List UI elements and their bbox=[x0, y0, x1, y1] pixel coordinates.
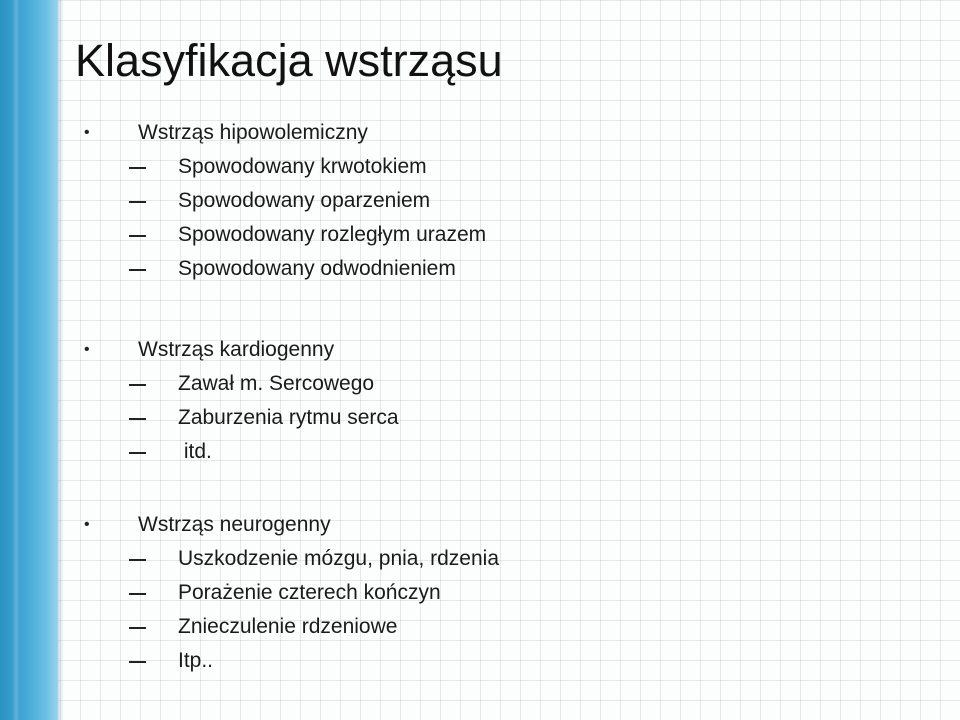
list-item bbox=[0, 610, 900, 644]
list-item bbox=[0, 576, 900, 610]
list-item bbox=[0, 401, 900, 435]
bullet-icon: • bbox=[84, 124, 90, 141]
list-item bbox=[0, 367, 900, 401]
dash-icon bbox=[129, 201, 146, 203]
dash-icon bbox=[129, 627, 146, 629]
list-item-text: Spowodowany krwotokiem bbox=[178, 155, 427, 178]
dash-icon bbox=[129, 559, 146, 561]
list-item bbox=[0, 644, 900, 678]
section-heading-row bbox=[0, 333, 900, 367]
dash-icon bbox=[129, 235, 146, 237]
list-item bbox=[0, 252, 900, 286]
list-item bbox=[0, 542, 900, 576]
list-item-text: Itp.. bbox=[178, 649, 214, 672]
section-neurogenic bbox=[0, 508, 900, 678]
list-item bbox=[0, 435, 900, 469]
list-item-text: Porażenie czterech kończyn bbox=[178, 581, 441, 604]
list-item-text: Uszkodzenie mózgu, pnia, rdzenia bbox=[178, 547, 500, 570]
list-item-text: Zaburzenia rytmu serca bbox=[178, 406, 399, 429]
list-item bbox=[0, 184, 900, 218]
list-item bbox=[0, 150, 900, 184]
dash-icon bbox=[129, 269, 146, 271]
list-item-text: Spowodowany oparzeniem bbox=[178, 189, 431, 212]
dash-icon bbox=[129, 167, 146, 169]
list-item-text: Zawał m. Sercowego bbox=[178, 372, 375, 395]
list-item-text: Znieczulenie rdzeniowe bbox=[178, 615, 398, 638]
section-heading: Wstrząs hipowolemiczny bbox=[138, 121, 368, 144]
dash-icon bbox=[129, 593, 146, 595]
section-heading: Wstrząs kardiogenny bbox=[138, 338, 335, 361]
section-heading-row bbox=[0, 508, 900, 542]
list-item-text: itd. bbox=[178, 440, 212, 463]
dash-icon bbox=[129, 418, 146, 420]
section-heading-row bbox=[0, 116, 900, 150]
list-item-text: Spowodowany rozległym urazem bbox=[178, 223, 487, 246]
dash-icon bbox=[129, 384, 146, 386]
bullet-icon: • bbox=[84, 516, 90, 533]
list-item bbox=[0, 218, 900, 252]
section-cardiogenic bbox=[0, 333, 900, 469]
section-heading: Wstrząs neurogenny bbox=[138, 513, 331, 536]
section-hypovolemic bbox=[0, 116, 900, 286]
dash-icon bbox=[129, 661, 146, 663]
bullet-icon: • bbox=[84, 341, 90, 358]
dash-icon bbox=[129, 452, 146, 454]
list-item-text: Spowodowany odwodnieniem bbox=[178, 257, 456, 280]
slide-title: Klasyfikacja wstrząsu bbox=[75, 35, 503, 86]
